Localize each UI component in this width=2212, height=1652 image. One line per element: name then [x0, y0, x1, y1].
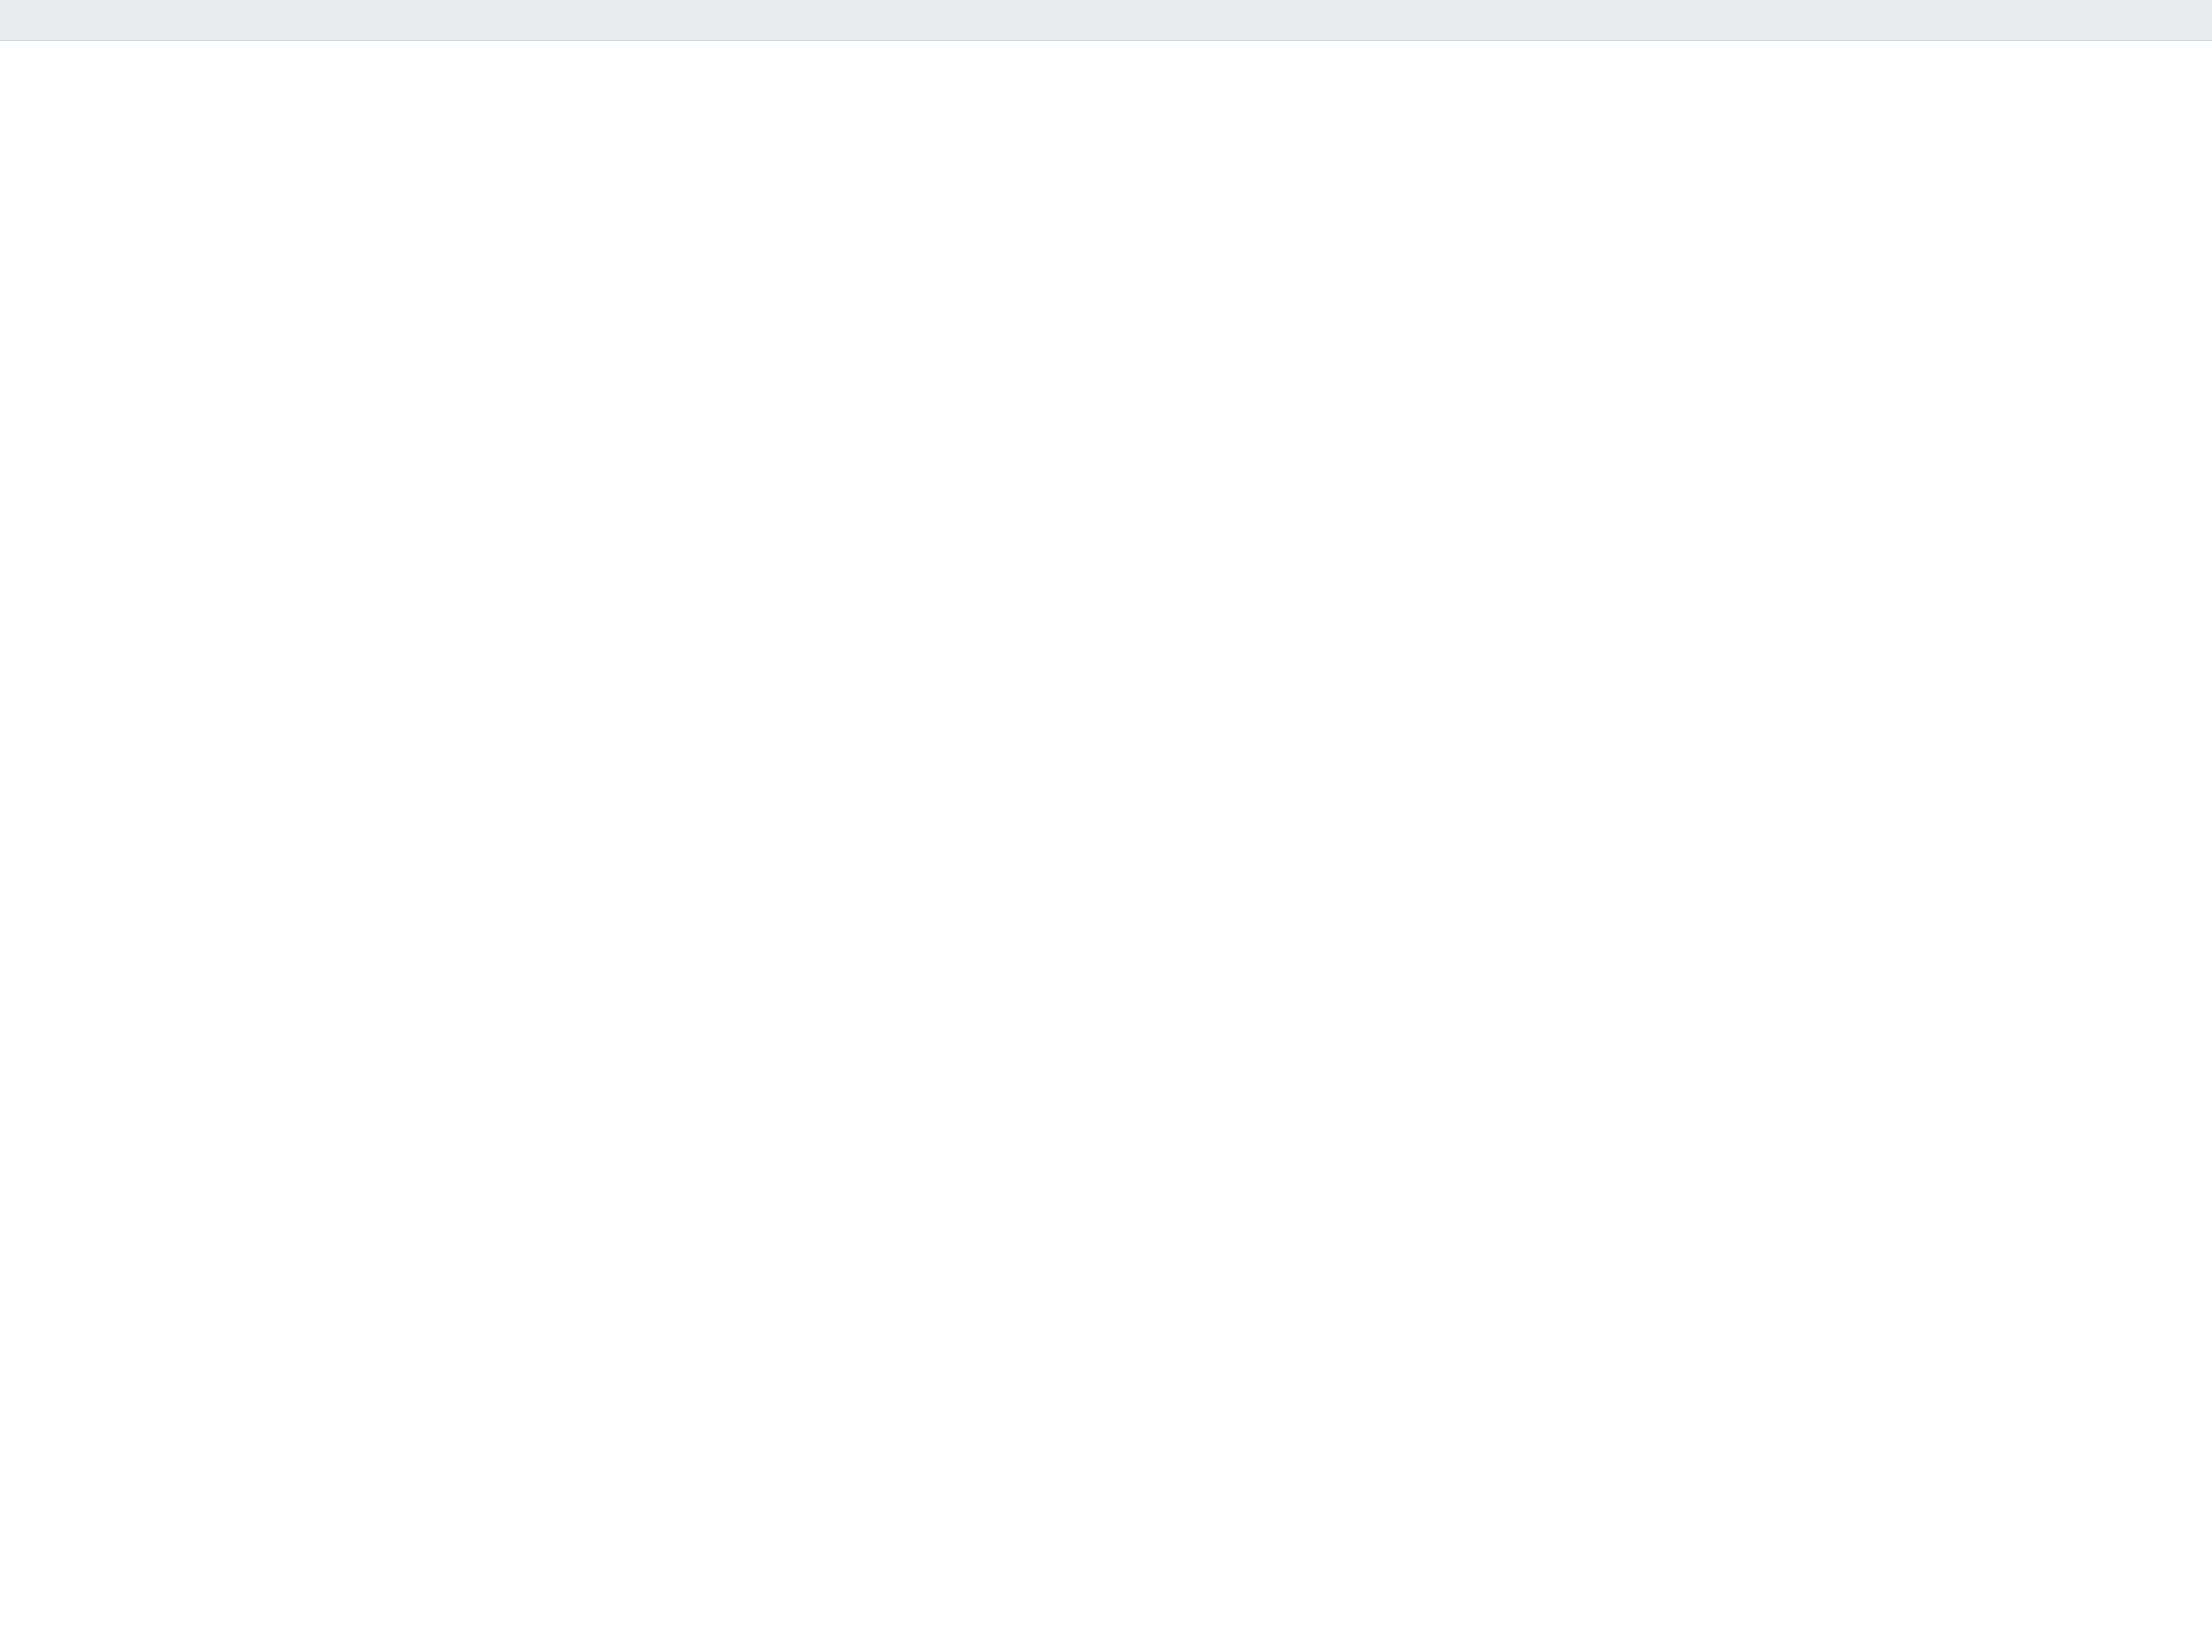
- main-content: [0, 41, 2212, 1652]
- title-bar: [0, 0, 2212, 41]
